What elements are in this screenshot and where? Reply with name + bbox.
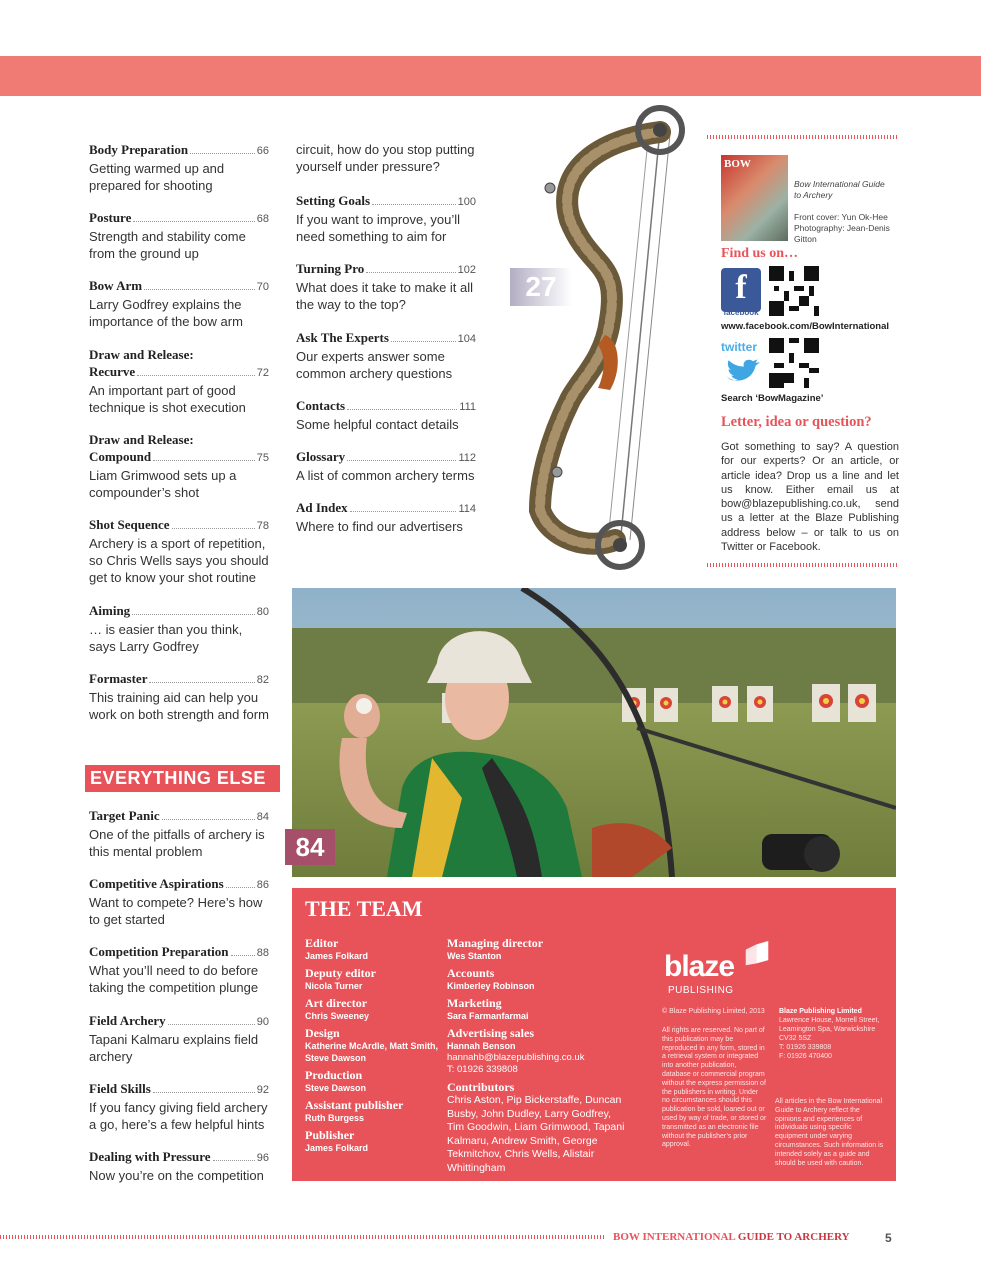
twitter-bird-icon	[725, 358, 761, 386]
disclaimer-notice: All articles in the Bow International Guide to Archery reflect the opinions and experiences of individuals using specific equipment under varying circumstances. Such information is intended solely as a guide and should be used with caution.	[775, 1098, 884, 1167]
toc-entry-ad-index[interactable]	[296, 499, 476, 535]
archer-photo	[292, 588, 896, 877]
toc-page: 88	[256, 947, 269, 959]
toc-desc: One of the pitfalls of archery is this mental problem	[89, 827, 265, 859]
toc-title: Field Skills	[89, 1081, 151, 1096]
qr-code-twitter-icon[interactable]	[769, 338, 819, 388]
team-role: Art director	[305, 996, 368, 1010]
divider-top	[707, 135, 897, 139]
toc-entry-target-panic[interactable]	[89, 807, 269, 860]
toc-title: Body Preparation	[89, 142, 189, 157]
blaze-publishing-logo	[664, 940, 774, 1000]
toc-desc: Strength and stability come from the ground up	[89, 229, 246, 261]
team-name: Chris Sweeney	[305, 1011, 370, 1021]
toc-entry-bow-arm[interactable]	[89, 277, 269, 330]
team-column-2	[447, 936, 627, 1175]
divider-bottom	[707, 563, 897, 567]
facebook-label: facebook	[723, 308, 759, 317]
toc-page: 100	[457, 196, 476, 208]
top-color-band	[0, 56, 981, 96]
rights-notice: All rights are reserved. No part of this publication may be reproduced in any form, stored in a retrieval system or integrated into another publication, database or commercial program without the express permission of the publishers in writing. Under no circumstances should this publication be sold, loaned out or used by way of trade, or stored or transmitted as an electronic file without the publisher’s prior approval.	[662, 1027, 767, 1149]
logo-book-icon	[744, 940, 770, 968]
company-fax: F: 01926 470400	[779, 1053, 832, 1060]
team-name: Hannah Benson	[447, 1041, 516, 1051]
toc-title: Turning Pro	[296, 261, 365, 276]
toc-desc: Archery is a sport of repetition, so Chris Wells says you should get to know your shot routine	[89, 536, 269, 585]
twitter-label: twitter	[721, 340, 757, 354]
team-column-1	[305, 936, 445, 1158]
twitter-icon[interactable]	[721, 340, 765, 388]
copyright-notice: © Blaze Publishing Limited, 2013	[662, 1008, 765, 1015]
team-role: Publisher	[305, 1128, 355, 1142]
toc-desc: Where to find our advertisers	[296, 519, 463, 534]
twitter-search-text: Search ‘BowMagazine’	[721, 393, 824, 404]
toc-page: 90	[256, 1016, 269, 1028]
toc-page: 68	[256, 213, 269, 225]
toc-entry-dealing-with-pressure[interactable]	[89, 1148, 269, 1184]
toc-title: Dealing with Pressure	[89, 1149, 211, 1164]
toc-page: 96	[256, 1152, 269, 1164]
toc-page: 80	[256, 606, 269, 618]
team-role: Accounts	[447, 966, 495, 980]
toc-page: 111	[459, 401, 476, 413]
team-role: Assistant publisher	[305, 1098, 404, 1112]
cover-title: BOW	[724, 158, 751, 170]
page-badge-27: 27	[510, 268, 572, 306]
footer-title-b: GUIDE TO ARCHERY	[737, 1231, 850, 1243]
team-role: Production	[305, 1068, 363, 1082]
toc-page: 112	[458, 452, 476, 464]
team-name: Ruth Burgess	[305, 1113, 365, 1123]
toc-page: 72	[256, 367, 269, 379]
toc-entry-competition-preparation[interactable]	[89, 943, 269, 996]
logo-subtitle: PUBLISHING	[668, 985, 734, 996]
toc-title: Target Panic	[89, 808, 160, 823]
toc-page: 70	[256, 281, 269, 293]
toc-desc: Larry Godfrey explains the importance of the bow arm	[89, 297, 243, 329]
footer-title	[613, 1231, 850, 1243]
toc-entry-turning-pro[interactable]	[296, 260, 476, 313]
magazine-cover-thumbnail	[721, 155, 788, 241]
team-role: Managing director	[447, 936, 544, 950]
qr-code-facebook-icon[interactable]	[769, 266, 819, 316]
toc-entry-draw-recurve[interactable]	[89, 346, 269, 416]
team-role: Advertising sales	[447, 1026, 534, 1040]
toc-entry-formaster[interactable]	[89, 670, 269, 723]
toc-entry-competitive-aspirations[interactable]	[89, 875, 269, 928]
toc-desc: If you want to improve, you’ll need something to aim for	[296, 212, 461, 244]
toc-desc: What you’ll need to do before taking the competition plunge	[89, 963, 259, 995]
toc-desc: Some helpful contact details	[296, 417, 459, 432]
toc-desc: circuit, how do you stop putting yourself under pressure?	[296, 142, 475, 174]
sidebar-info	[707, 135, 897, 570]
company-address: Lawrence House, Morrell Street, Leamington Spa, Warwickshire CV32 5SZ	[779, 1017, 880, 1042]
toc-entry-body-preparation[interactable]	[89, 141, 269, 194]
toc-title: Bow Arm	[89, 278, 143, 293]
toc-desc: … is easier than you think, says Larry Godfrey	[89, 622, 243, 654]
toc-entry-posture[interactable]	[89, 209, 269, 262]
team-name: Katherine McArdle, Matt Smith, Steve Dawson	[305, 1041, 439, 1063]
footer-divider	[0, 1235, 605, 1239]
toc-desc: Want to compete? Here’s how to get started	[89, 895, 263, 927]
toc-desc: What does it take to make it all the way to the top?	[296, 280, 474, 312]
toc-title: Ad Index	[296, 500, 348, 515]
toc-title: Shot Sequence	[89, 517, 170, 532]
team-name: Nicola Turner	[305, 981, 363, 991]
toc-desc: If you fancy giving field archery a go, here’s a few helpful hints	[89, 1100, 268, 1132]
team-name: James Folkard	[305, 1143, 369, 1153]
toc-desc: A list of common archery terms	[296, 468, 475, 483]
toc-title: Posture	[89, 210, 132, 225]
team-role: Marketing	[447, 996, 502, 1010]
toc-page: 114	[458, 503, 476, 515]
team-name: Kimberley Robinson	[447, 981, 535, 991]
footer-page-number: 5	[885, 1231, 892, 1245]
toc-desc: Tapani Kalmaru explains field archery	[89, 1032, 259, 1064]
toc-entry-setting-goals[interactable]	[296, 192, 476, 245]
section-banner-everything-else: EVERYTHING ELSE	[85, 765, 280, 792]
toc-title: Formaster	[89, 671, 148, 686]
company-name: Blaze Publishing Limited	[779, 1008, 862, 1015]
cover-credit-photographer: Photography: Jean-Denis Gitton	[794, 223, 890, 244]
page-badge-84: 84	[285, 829, 335, 865]
logo-word: blaze	[664, 950, 735, 983]
toc-page: 92	[256, 1084, 269, 1096]
toc-title-line1: Draw and Release:	[89, 432, 194, 447]
toc-entry-glossary[interactable]	[296, 448, 476, 484]
team-role: Editor	[305, 936, 339, 950]
toc-title: Recurve	[89, 364, 136, 379]
footer-title-a: BOW INTERNATIONAL	[613, 1231, 738, 1243]
toc-title: Compound	[89, 449, 152, 464]
compound-bow-image	[510, 100, 710, 580]
toc-page: 78	[256, 520, 269, 532]
toc-entry-ask-the-experts[interactable]	[296, 329, 476, 382]
facebook-url-link[interactable]: www.facebook.com/BowInternational	[721, 321, 890, 332]
toc-desc: Liam Grimwood sets up a compounder’s shot	[89, 468, 237, 500]
toc-page: 104	[457, 333, 476, 345]
toc-page: 86	[256, 879, 269, 891]
toc-title: Aiming	[89, 603, 131, 618]
toc-entry-field-skills[interactable]	[89, 1080, 269, 1133]
toc-page: 84	[256, 811, 269, 823]
letter-body: Got something to say? A question for our experts? Or an article, or article idea? Drop us a line and let us know. Either email us at bow@blazepublishing.co.uk, send us a letter at the Blaze Publishing address below – or talk to us on Twitter or Facebook.	[721, 441, 899, 554]
toc-entry-field-archery[interactable]	[89, 1012, 269, 1065]
toc-title: Field Archery	[89, 1013, 166, 1028]
toc-page: 75	[256, 452, 269, 464]
ad-sales-phone: T: 01926 339808	[447, 1064, 518, 1075]
toc-title: Competition Preparation	[89, 944, 229, 959]
team-role: Contributors	[447, 1080, 515, 1094]
toc-desc: Our experts answer some common archery questions	[296, 349, 453, 381]
company-tel: T: 01926 339808	[779, 1044, 832, 1051]
team-name: Steve Dawson	[305, 1083, 367, 1093]
toc-desc: An important part of good technique is shot execution	[89, 383, 246, 415]
find-us-heading: Find us on…	[721, 246, 799, 261]
team-panel	[292, 888, 896, 1181]
toc-title: Ask The Experts	[296, 330, 389, 345]
team-name: James Folkard	[305, 951, 369, 961]
toc-title: Glossary	[296, 449, 346, 464]
toc-page: 66	[256, 145, 269, 157]
contributors-list: Chris Aston, Pip Bickerstaffe, Duncan Busby, John Dudley, Larry Godfrey, Tim Goodwin, Liam Grimwood, Tapani Kalmaru, Andrew Smith, George Tekmitchov, Chris Wells, Alistair Whittingham	[447, 1094, 625, 1174]
ad-sales-email[interactable]: hannahb@blazepublishing.co.uk	[447, 1052, 585, 1063]
toc-continuation	[296, 141, 476, 175]
toc-desc: Getting warmed up and prepared for shooting	[89, 161, 225, 193]
facebook-icon[interactable]: f	[721, 268, 761, 312]
toc-page: 102	[457, 264, 476, 276]
toc-page: 82	[256, 674, 269, 686]
toc-desc: Now you’re on the competition	[89, 1168, 264, 1183]
team-role: Deputy editor	[305, 966, 376, 980]
toc-entry-aiming[interactable]	[89, 602, 269, 655]
toc-title-line1: Draw and Release:	[89, 347, 194, 362]
team-role: Design	[305, 1026, 340, 1040]
cover-credit-subject: Front cover: Yun Ok-Hee	[794, 212, 888, 222]
toc-title: Contacts	[296, 398, 346, 413]
letter-heading: Letter, idea or question?	[721, 414, 872, 430]
toc-entry-shot-sequence[interactable]	[89, 516, 269, 586]
toc-desc: This training aid can help you work on both strength and form	[89, 690, 269, 722]
cover-caption: Bow International Guide to Archery	[794, 179, 885, 200]
toc-title: Setting Goals	[296, 193, 371, 208]
team-name: Wes Stanton	[447, 951, 502, 961]
toc-entry-draw-compound[interactable]	[89, 431, 269, 501]
team-title: THE TEAM	[305, 896, 423, 921]
toc-title: Competitive Aspirations	[89, 876, 224, 891]
team-name: Sara Farmanfarmai	[447, 1011, 529, 1021]
toc-entry-contacts[interactable]	[296, 397, 476, 433]
